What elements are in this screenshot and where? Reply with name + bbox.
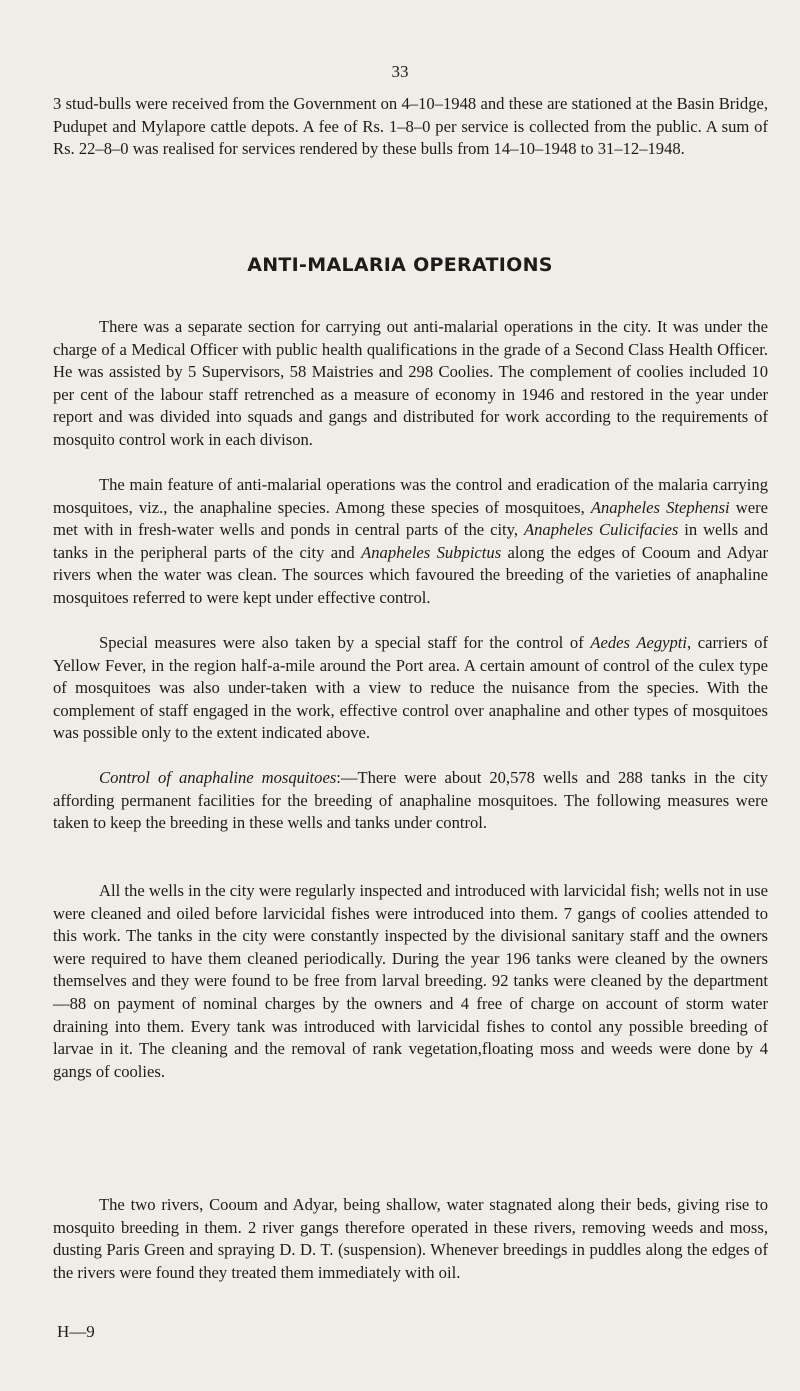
paragraph-wells-tanks <box>53 880 768 1083</box>
intro-paragraph <box>53 93 768 161</box>
aedes-text-b: , carriers of Yellow Fever, in the region half-a-mile around the Port area. A certain amount of control of the culex type of mosquitoes was also under-taken with a view to reduce the nuisance from the species. With the complement of staff engaged in the work, effective control over anaphaline and other types of mosquitoes was possible only to the extent indicated above. <box>53 633 768 743</box>
species-name-culicifacies: Anapheles Culicifacies <box>523 520 679 540</box>
species-name-aedes: Aedes Aegypti <box>590 633 688 652</box>
section-heading: ANTI-MALARIA OPERATIONS <box>247 254 553 276</box>
paragraph-staff <box>53 316 768 452</box>
page-footer-signature: H—9 <box>57 1322 95 1341</box>
control-text: :—There were about 20,578 wells and 288 tanks in the city affording permanent facilities for the breeding of anaphaline mosquitoes. The following measures were taken to keep the breeding in these wells and tanks under control. <box>53 768 768 833</box>
paragraph-control <box>53 767 768 835</box>
intro-text: 3 stud-bulls were received from the Government on 4–10–1948 and these are stationed at the Basin Bridge, Pudupet and Mylapore cattle depots. A fee of Rs. 1–8–0 per service is collected from the public. A sum of Rs. 22–8–0 was realised for services rendered by these bulls from 14–10–1948 to 31–12–1948. <box>53 94 768 159</box>
control-subtitle: Control of anaphaline mosquitoes <box>99 768 337 787</box>
paragraph-staff-text: There was a separate section for carrying out anti-malarial operations in the city. It was under the charge of a Medical Officer with public health qualifications in the grade of a Second Class Health Officer. He was assisted by 5 Supervisors, 58 Maistries and 298 Coolies. The complement of coolies included 10 per cent of the labour staff retrenched as a measure of economy in 1946 and restored in the year under report and was divided into squads and gangs and distributed for work according to the requirements of mosquito control work in each divison. <box>53 317 768 449</box>
wells-tanks-text: All the wells in the city were regularly inspected and introduced with larvicidal fish; wells not in use were cleaned and oiled before larvicidal fishes were introduced into them. 7 gangs of coolies attended to this work. The tanks in the city were constantly inspected by the divisional sanitary staff and the owners were required to have them cleaned periodically. During the year 196 tanks were cleaned by the owners themselves and they were found to be free from larval breeding. 92 tanks were cleaned by the department—88 on payment of nominal charges by the owners and 4 free of charge on account of storm water draining into them. Every tank was introduced with larvicidal fishes to contol any possible breeding of larvae in it. The cleaning and the removal of rank vegetation,floating moss and weeds were done by 4 gangs of coolies. <box>53 881 768 1081</box>
species-name-stephensi: Anapheles Stephensi <box>590 497 730 517</box>
rivers-text: The two rivers, Cooum and Adyar, being shallow, water stagnated along their beds, giving rise to mosquito breeding in them. 2 river gangs therefore operated in these rivers, removing weeds and moss, dusting Paris Green and spraying D. D. T. (suspension). Whenever breedings in puddles along the edges of the rivers were found they treated them immediately with oil. <box>53 1195 768 1282</box>
species-text-b: were met with in fresh-water wells and ponds in central parts of the city, <box>53 497 769 540</box>
species-text-c: in wells and tanks in the peripheral parts of the city and <box>53 520 768 562</box>
aedes-text-a: Special measures were also taken by a special staff for the control of <box>99 633 591 652</box>
page-number: 33 <box>391 62 409 81</box>
species-text-a: The main feature of anti-malarial operations was the control and eradication of the malaria carrying mosquitoes, viz., the anaphaline species. Among these species of mosquitoes, <box>53 475 768 517</box>
species-name-subpictus: Anapheles Subpictus <box>361 542 502 562</box>
paragraph-rivers <box>53 1194 768 1284</box>
paragraph-aedes <box>53 632 768 745</box>
species-text-d: along the edges of Cooum and Adyar rivers when the water was clean. The sources which favoured the breeding of the varieties of anaphaline mosquitoes referred to were kept under effective control. <box>53 542 768 607</box>
paragraph-species <box>53 474 768 610</box>
